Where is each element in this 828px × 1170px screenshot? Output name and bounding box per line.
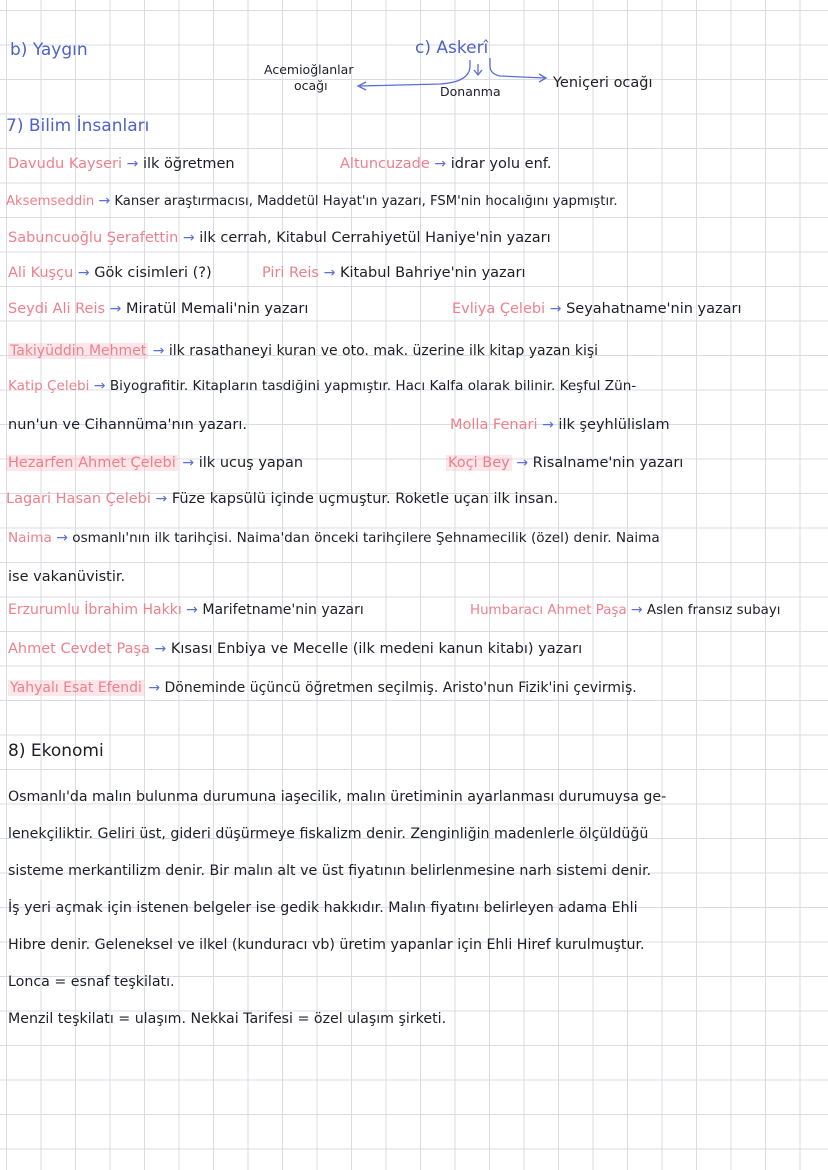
scholar-name: Seydi Ali Reis bbox=[8, 301, 106, 317]
scholar-name: Altuncuzade bbox=[340, 156, 430, 172]
arrow-icon: → bbox=[154, 641, 167, 657]
economy-line: Osmanlı'da malın bulunma durumuna iaşecilik, malın üretiminin ayarlanması durumuysa ge- bbox=[8, 789, 667, 805]
economy-line: Hibre denir. Geleneksel ve ilkel (kunduracı vb) üretim yapanlar için Ehli Hiref kurulmuştur. bbox=[8, 937, 645, 953]
heading-askeri: c) Askerî bbox=[415, 38, 489, 58]
scholar-row-secondary bbox=[446, 456, 683, 471]
scholar-desc: Kitabul Bahriye'nin yazarı bbox=[339, 265, 526, 281]
scholar-row bbox=[8, 231, 551, 246]
scholar-name: Molla Fenari bbox=[450, 417, 538, 433]
scholar-desc: ilk öğretmen bbox=[142, 156, 235, 172]
scholar-desc: idrar yolu enf. bbox=[450, 156, 552, 172]
section-8-heading: 8) Ekonomi bbox=[8, 741, 104, 761]
scholar-desc: Kanser araştırmacısı, Maddetül Hayat'ın yazarı, FSM'nin hocalığını yapmıştır. bbox=[114, 194, 618, 209]
label-acemioglanlar: Acemioğlanlar bbox=[264, 62, 354, 77]
arrow-icon: → bbox=[98, 193, 111, 209]
scholar-desc: Biyografitir. Kitapların tasdiğini yapmıştır. Hacı Kalfa olarak bilinir. Keşful Zün- bbox=[109, 378, 637, 394]
scholar-row-secondary bbox=[340, 157, 551, 172]
scholar-row bbox=[8, 302, 308, 317]
scholar-row-continuation: nun'un ve Cihannüma'nın yazarı. bbox=[8, 417, 248, 433]
scholar-row bbox=[8, 344, 598, 358]
arrow-icon: → bbox=[182, 230, 195, 246]
scholar-name: Sabuncuoğlu Şerafettin bbox=[8, 230, 179, 246]
scholar-desc: Miratül Memali'nin yazarı bbox=[126, 301, 309, 317]
scholar-row bbox=[6, 194, 618, 208]
scholar-row bbox=[8, 681, 637, 695]
scholar-name: Evliya Çelebi bbox=[452, 301, 546, 317]
heading-yaygin: b) Yaygın bbox=[10, 40, 88, 60]
scholar-name: Koçi Bey bbox=[448, 455, 510, 471]
scholar-name: Davudu Kayseri bbox=[8, 156, 123, 172]
scholar-desc: osmanlı'nın ilk tarihçisi. Naima'dan önceki tarihçilere Şehnamecilik (özel) denir. Naima bbox=[72, 530, 660, 546]
scholar-row-secondary bbox=[450, 418, 670, 433]
scholar-row bbox=[8, 157, 235, 172]
label-ocagi: ocağı bbox=[294, 78, 328, 93]
scholar-name: Katip Çelebi bbox=[8, 378, 90, 394]
arrow-icon: → bbox=[549, 301, 562, 317]
scholar-desc: ilk şeyhlülislam bbox=[558, 417, 670, 433]
scholar-row bbox=[6, 492, 558, 507]
arrow-icon: → bbox=[516, 455, 529, 471]
scholar-name: Aksemseddin bbox=[6, 194, 95, 209]
scholar-desc: Seyahatname'nin yazarı bbox=[566, 301, 742, 317]
scholar-name: Takiyüddin Mehmet bbox=[10, 343, 147, 359]
scholar-row bbox=[8, 603, 364, 617]
scholar-row bbox=[8, 266, 212, 281]
label-donanma: Donanma bbox=[440, 84, 501, 99]
arrow-icon: → bbox=[542, 417, 554, 433]
scholar-row-secondary bbox=[262, 266, 526, 281]
scholar-name: Ahmet Cevdet Paşa bbox=[8, 641, 150, 657]
economy-line: Menzil teşkilatı = ulaşım. Nekkai Tarifesi = özel ulaşım şirketi. bbox=[8, 1011, 447, 1027]
arrow-icon: → bbox=[93, 378, 106, 394]
scholar-name: Piri Reis bbox=[262, 265, 319, 281]
arrow-icon: → bbox=[434, 156, 447, 172]
scholar-name: Lagari Hasan Çelebi bbox=[6, 491, 151, 507]
arrow-icon: → bbox=[152, 343, 165, 359]
arrow-icon: → bbox=[630, 602, 643, 618]
economy-line: İş yeri açmak için istenen belgeler ise gedik hakkıdır. Malın fiyatını belirleyen adama Ehli bbox=[8, 900, 638, 916]
economy-line: sisteme merkantilizm denir. Bir malın alt ve üst fiyatının belirlenmesine narh sistemi denir. bbox=[8, 863, 652, 879]
scholar-row-continuation: ise vakanüvistir. bbox=[8, 569, 126, 585]
scholar-row-secondary bbox=[470, 603, 780, 617]
scholar-row bbox=[8, 531, 660, 546]
arrow-icon: → bbox=[186, 602, 198, 618]
scholar-desc: Kısası Enbiya ve Mecelle (ilk medeni kanun kitabı) yazarı bbox=[170, 641, 583, 657]
arrow-icon: → bbox=[148, 680, 161, 696]
scholar-desc: Gök cisimleri (?) bbox=[94, 265, 212, 281]
scholar-row bbox=[8, 379, 636, 394]
scholar-name: Ali Kuşçu bbox=[8, 265, 74, 281]
scholar-desc: Marifetname'nin yazarı bbox=[202, 602, 364, 618]
label-yeniceri: Yeniçeri ocağı bbox=[553, 75, 653, 91]
arrow-icon: → bbox=[109, 301, 122, 317]
arrow-icon: → bbox=[155, 491, 168, 507]
scholar-name: Naima bbox=[8, 530, 52, 546]
arrow-icon: → bbox=[56, 530, 68, 546]
scholar-desc: Füze kapsülü içinde uçmuştur. Roketle uçan ilk insan. bbox=[171, 491, 558, 507]
scholar-row-secondary bbox=[452, 302, 742, 317]
arrow-icon: → bbox=[182, 455, 195, 471]
scholar-row bbox=[8, 642, 582, 657]
scholar-name: Hezarfen Ahmet Çelebi bbox=[8, 455, 176, 471]
scholar-desc: ilk rasathaneyi kuran ve oto. mak. üzerine ilk kitap yazan kişi bbox=[168, 343, 599, 359]
askeri-branch-arrows bbox=[0, 0, 828, 110]
economy-line: lenekçiliktir. Geliri üst, gideri düşürmeye fiskalizm denir. Zenginliğin madenlerle ölçüldüğü bbox=[8, 826, 649, 842]
arrow-icon: → bbox=[77, 265, 90, 281]
scholar-desc: Aslen fransız subayı bbox=[646, 603, 781, 618]
scholar-desc: Döneminde üçüncü öğretmen seçilmiş. Aristo'nun Fizik'ini çevirmiş. bbox=[164, 680, 637, 696]
scholar-desc: ilk ucuş yapan bbox=[198, 455, 304, 471]
scholar-name: Erzurumlu İbrahim Hakkı bbox=[8, 602, 182, 618]
scholar-desc: ilk cerrah, Kitabul Cerrahiyetül Haniye'nin yazarı bbox=[199, 230, 551, 246]
scholar-name: Humbaracı Ahmet Paşa bbox=[470, 603, 627, 618]
scholar-row bbox=[6, 456, 303, 471]
arrow-icon: → bbox=[126, 156, 139, 172]
section-7-heading: 7) Bilim İnsanları bbox=[6, 116, 150, 136]
economy-line: Lonca = esnaf teşkilatı. bbox=[8, 974, 175, 990]
scholar-desc: Risalname'nin yazarı bbox=[532, 455, 684, 471]
scholar-name: Yahyalı Esat Efendi bbox=[10, 680, 142, 696]
arrow-icon: → bbox=[323, 265, 336, 281]
